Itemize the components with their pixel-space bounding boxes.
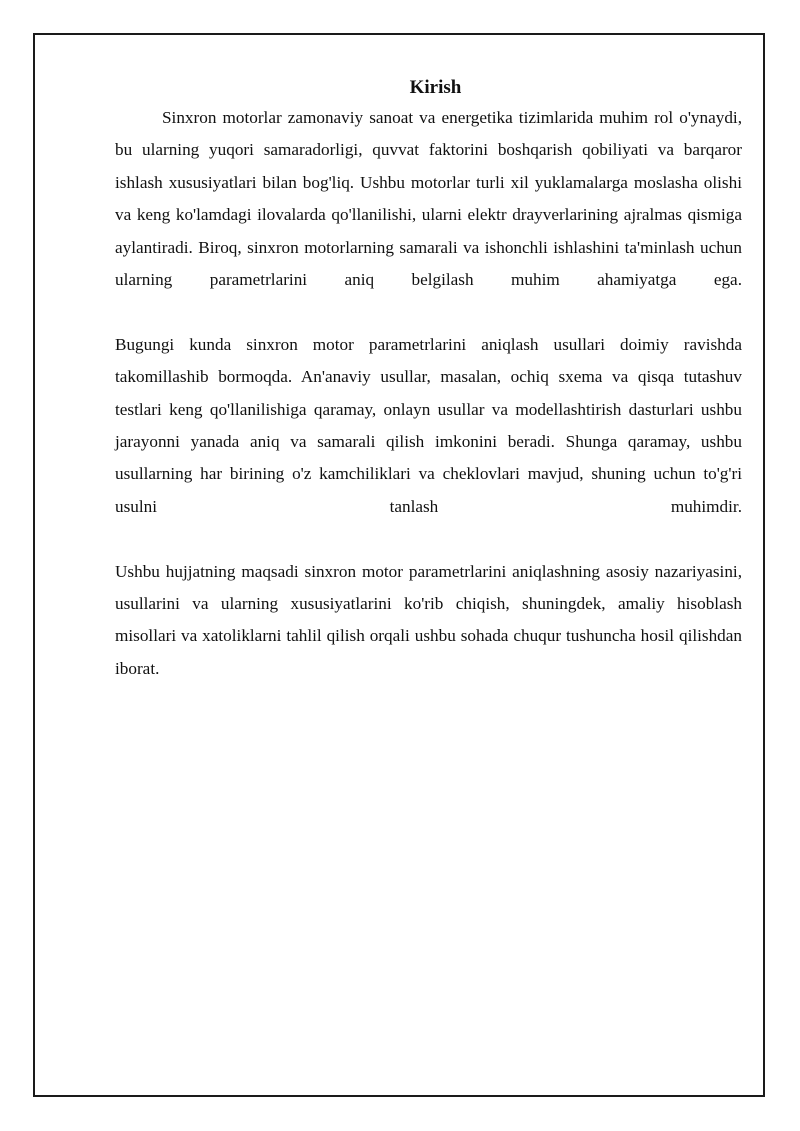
paragraph-purpose: Ushbu hujjatning maqsadi sinxron motor parametrlarini aniqlashning asosiy nazariyasini, usullarini va ularning xususiyatlarini ko'rib chiqish, shuningdek, amaliy hisoblash misollari va xatoliklarni tahlil qilish orqali ushbu sohada chuqur tushuncha hosil qilishdan iborat. (115, 561, 742, 678)
document-body (115, 74, 742, 685)
paragraph-methods: Bugungi kunda sinxron motor parametrlarini aniqlash usullari doimiy ravishda takomillashib bormoqda. An'anaviy usullar, masalan, ochiq sxema va qisqa tutashuv testlari keng qo'llanilishiga qaramay, onlayn usullar va modellashtirish dasturlari ushbu jarayonni yanada aniq va samarali qilish imkonini beradi. Shunga qaramay, ushbu usullarning har birining o'z kamchiliklari va cheklovlari mavjud, shuning uchun to'g'ri usulni tanlash muhimdir. (115, 334, 742, 516)
paragraph-spacer (115, 523, 742, 555)
document-title: Kirish (409, 77, 462, 98)
paragraph-intro: Sinxron motorlar zamonaviy sanoat va energetika tizimlarida muhim rol o'ynaydi, bu ularning yuqori samaradorligi, quvvat faktorini boshqarish qobiliyati va barqaror ishlash xususiyatlari bilan bog'liq. Ushbu motorlar turli xil yuklamalarga moslasha olishi va keng ko'lamdagi ilovalarda qo'llanilishi, ularni elektr drayverlarining ajralmas qismiga aylantiradi. Biroq, sinxron motorlarning samarali va ishonchli ishlashini ta'minlash uchun ularning parametrlarini aniq belgilash muhim ahamiyatga ega. (115, 108, 742, 290)
paragraph-spacer (115, 296, 742, 328)
